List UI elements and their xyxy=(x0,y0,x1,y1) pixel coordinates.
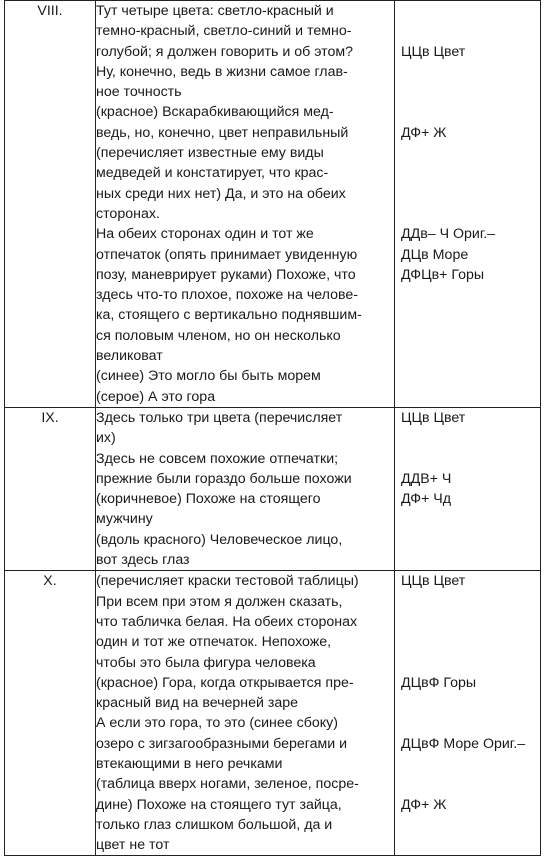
card-row xyxy=(5,571,541,856)
response-line: сторонах. xyxy=(96,205,160,222)
response-line: ка, стоящего с вертикально поднявшим- xyxy=(96,307,362,324)
response-text xyxy=(96,407,395,570)
card-row xyxy=(5,1,541,408)
response-line: медведей и констатирует, что крас- xyxy=(96,165,329,182)
response-line: ных среди них нет) Да, и это на обеих xyxy=(96,185,346,202)
response-line: темно-красный, светло-синий и темно- xyxy=(96,23,352,40)
response-line: При всем при этом я должен сказать, xyxy=(96,593,343,610)
response-line: На обеих сторонах один и тот же xyxy=(96,226,314,243)
response-line: (красное) Гора, когда открывается пре- xyxy=(96,674,354,691)
scoring-code: ДДв– Ч Ориг.– xyxy=(401,226,496,243)
response-line: Ну, конечно, ведь в жизни самое глав- xyxy=(96,63,348,80)
scoring-code: ЦЦв Цвет xyxy=(401,409,466,426)
response-line: ведь, но, конечно, цвет неправильный xyxy=(96,124,349,141)
scoring-codes xyxy=(395,407,541,570)
response-line: А если это гора, то это (синее сбоку) xyxy=(96,715,338,732)
response-line: (вдоль красного) Человеческое лицо, xyxy=(96,531,343,548)
response-text xyxy=(96,571,395,856)
response-line: здесь что-то плохое, похоже на челове- xyxy=(96,287,358,304)
response-line: прежние были гораздо больше похожи xyxy=(96,470,352,487)
response-line: позу, маневрирует руками) Похоже, что xyxy=(96,266,356,283)
card-number: VIII. xyxy=(5,1,96,408)
card-row xyxy=(5,407,541,570)
response-line: их) xyxy=(96,430,116,447)
response-line: цвет не тот xyxy=(96,837,170,854)
scoring-code: ДЦвФ Горы xyxy=(401,674,477,691)
response-line: (таблица вверх ногами, зеленое, посре- xyxy=(96,776,359,793)
response-line: (красное) Вскарабкивающийся мед- xyxy=(96,104,334,121)
response-line: отпечаток (опять принимает увиденную xyxy=(96,246,358,263)
scoring-codes xyxy=(395,571,541,856)
response-line: только глаз слишком большой, да и xyxy=(96,816,333,833)
scoring-code: ДФ+ Ж xyxy=(401,124,447,141)
card-number: X. xyxy=(5,571,96,856)
protocol-table xyxy=(4,0,541,856)
response-line: (перечисляет известные ему виды xyxy=(96,145,324,162)
response-line: мужчину xyxy=(96,511,153,528)
response-line: один и тот же отпечаток. Непохоже, xyxy=(96,634,332,651)
response-line: чтобы это была фигура человека xyxy=(96,654,316,671)
scoring-codes xyxy=(395,1,541,408)
response-line: озеро с зигзагообразными берегами и xyxy=(96,735,348,752)
response-line: (синее) Это могло бы быть морем xyxy=(96,368,321,385)
scoring-code: ЦЦв Цвет xyxy=(401,573,466,590)
response-line: (коричневое) Похоже на стоящего xyxy=(96,491,321,508)
response-line: (перечисляет краски тестовой таблицы) xyxy=(96,573,359,590)
response-line: красный вид на вечерней заре xyxy=(96,695,299,712)
card-number: IX. xyxy=(5,407,96,570)
response-line: голубой; я должен говорить и об этом? xyxy=(96,43,354,60)
response-line: втекающими в него речками xyxy=(96,755,283,772)
scoring-code: ДЦв Море xyxy=(401,246,469,263)
response-line: ся половым членом, но он несколько xyxy=(96,327,341,344)
response-line: Здесь не совсем похожие отпечатки; xyxy=(96,450,339,467)
scoring-code: ДФЦв+ Горы xyxy=(401,266,485,283)
response-line: ное точность xyxy=(96,84,182,101)
response-text xyxy=(96,1,395,408)
response-line: великоват xyxy=(96,348,163,365)
response-line: Здесь только три цвета (перечисляет xyxy=(96,409,343,426)
scoring-code: ЦЦв Цвет xyxy=(401,43,466,60)
response-line: дине) Похоже на стоящего тут зайца, xyxy=(96,796,342,813)
scoring-code: ДФ+ Ж xyxy=(401,796,447,813)
response-line: что табличка белая. На обеих сторонах xyxy=(96,613,358,630)
response-line: вот здесь глаз xyxy=(96,552,190,569)
scoring-code: ДДВ+ Ч xyxy=(401,470,452,487)
response-line: Тут четыре цвета: светло-красный и xyxy=(96,3,334,19)
response-line: (серое) А это гора xyxy=(96,388,216,405)
scoring-code: ДЦвФ Море Ориг.– xyxy=(401,735,526,752)
scoring-code: ДФ+ Чд xyxy=(401,491,452,508)
